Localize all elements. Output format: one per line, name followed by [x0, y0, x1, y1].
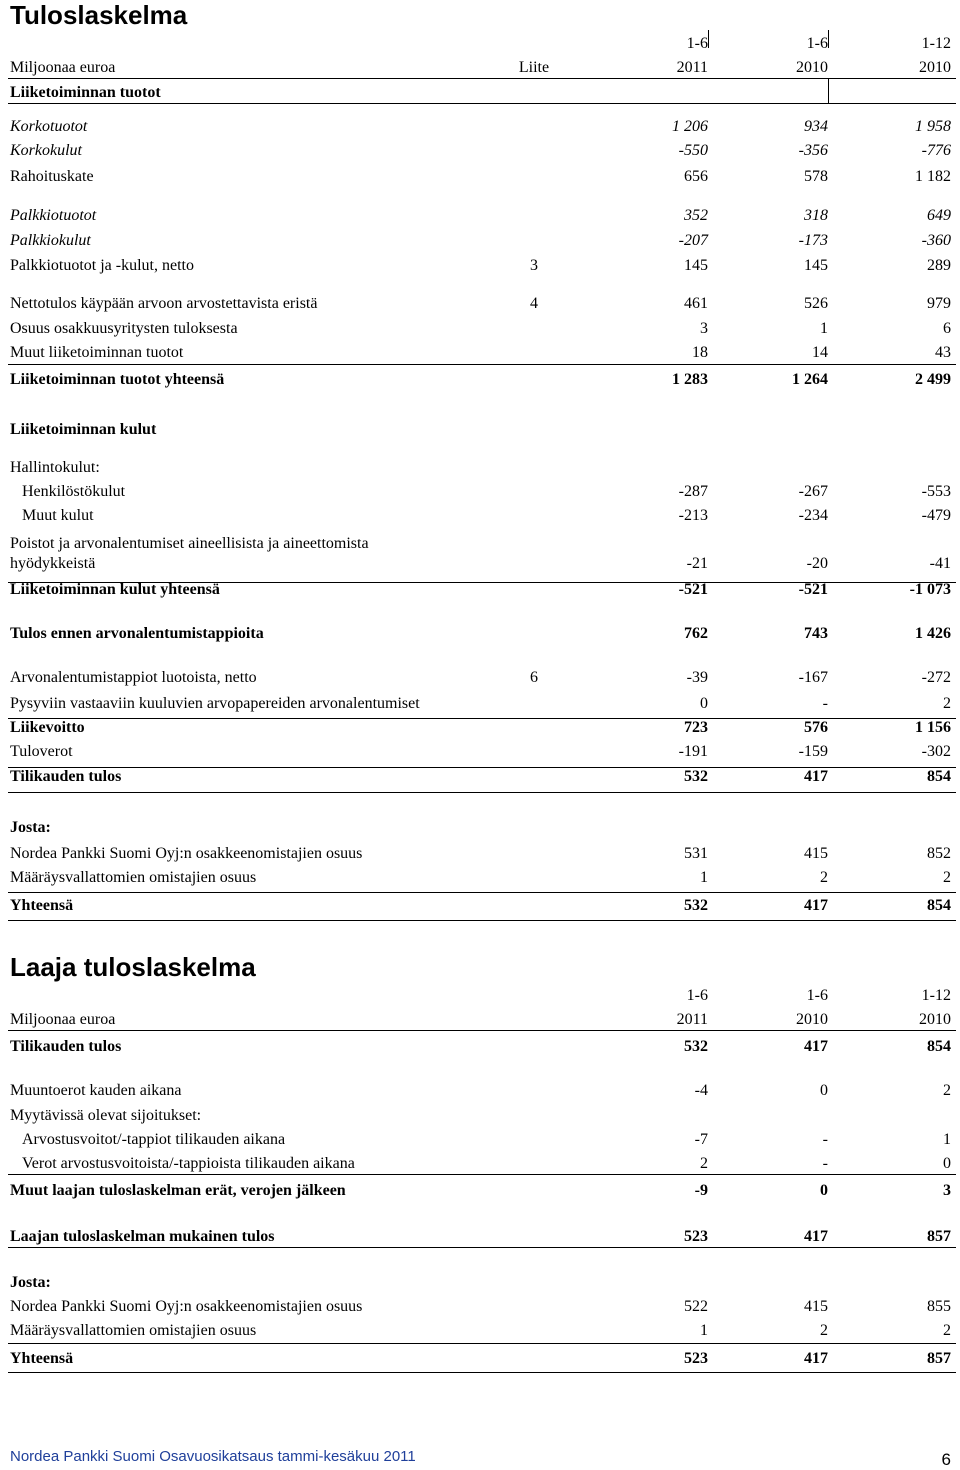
row-label: Liiketoiminnan tuotot yhteensä	[10, 371, 225, 388]
row-value: 415	[804, 845, 828, 862]
table-row	[8, 738, 956, 762]
table-row	[8, 620, 956, 644]
row-value: 1	[943, 1131, 951, 1148]
table-row	[8, 688, 956, 714]
row-value: 2	[700, 1155, 708, 1172]
row-label: Nettotulos käypään arvoon arvostettavista eristä	[10, 295, 318, 312]
row-value: 854	[927, 768, 951, 785]
row-label: Tulos ennen arvonalentumistappioita	[10, 625, 264, 642]
year-col3: 2010	[919, 1011, 951, 1028]
row-value: 0	[700, 695, 708, 712]
row-label: Palkkiokulut	[10, 232, 91, 249]
row-value: 762	[684, 625, 708, 642]
row-value: -	[822, 1131, 828, 1148]
row-value: 934	[804, 118, 828, 135]
row-label: Tilikauden tulos	[10, 768, 122, 785]
row-value: 656	[684, 168, 708, 185]
table-row	[8, 714, 956, 738]
row-value: 523	[684, 1350, 708, 1367]
table-row	[8, 1101, 956, 1126]
row-value: 723	[684, 719, 708, 736]
page-number: 6	[941, 1450, 951, 1469]
row-value: 2	[943, 695, 951, 712]
table-row	[8, 813, 956, 838]
row-label: Liikevoitto	[10, 719, 85, 736]
row-value: 857	[927, 1228, 951, 1245]
row-value: 852	[927, 845, 951, 862]
row-value: -287	[678, 483, 708, 500]
table-row	[8, 664, 956, 688]
row-value: 854	[927, 897, 951, 914]
table-row	[8, 1126, 956, 1150]
row-value: -9	[694, 1182, 708, 1199]
income-statement-table	[8, 30, 956, 916]
table-row	[8, 1269, 956, 1293]
table-row	[8, 412, 956, 440]
row-value: 43	[935, 344, 951, 361]
row-label: Liiketoiminnan kulut	[10, 421, 157, 438]
row-value: 14	[812, 344, 828, 361]
row-value: -191	[678, 743, 708, 760]
table-row	[8, 526, 956, 554]
header-periods-row	[8, 30, 956, 54]
table-row	[8, 554, 956, 574]
row-label: Palkkiotuotot ja -kulut, netto	[10, 257, 194, 274]
row-value: 417	[804, 768, 828, 785]
row-value: 531	[684, 845, 708, 862]
table-row	[8, 478, 956, 502]
row-value: 417	[804, 1038, 828, 1055]
row-value: 0	[943, 1155, 951, 1172]
row-value: -	[822, 1155, 828, 1172]
row-value: 0	[820, 1082, 828, 1099]
row-label: Nordea Pankki Suomi Oyj:n osakkeenomistajien osuus	[10, 845, 363, 862]
row-value: -356	[798, 142, 828, 159]
row-value: 2 499	[915, 371, 951, 388]
row-label: Josta:	[10, 819, 51, 836]
row-value: 979	[927, 295, 951, 312]
row-value: -521	[678, 581, 708, 598]
table-row	[8, 78, 956, 103]
unit-label: Miljoonaa euroa	[10, 59, 116, 76]
row-value: 649	[927, 207, 951, 224]
table-row	[8, 1221, 956, 1247]
row-value: 855	[927, 1298, 951, 1315]
row-value: -479	[921, 507, 951, 524]
row-note: 3	[530, 257, 538, 274]
row-value: -553	[921, 483, 951, 500]
table-row	[8, 1317, 956, 1341]
row-value: 2	[820, 869, 828, 886]
row-label: Poistot ja arvonalentumiset aineellisista ja aineettomista	[10, 535, 369, 552]
row-value: 532	[684, 768, 708, 785]
row-label: Korkokulut	[10, 142, 82, 159]
row-value: 526	[804, 295, 828, 312]
row-label: Muut liiketoiminnan tuotot	[10, 344, 184, 361]
comprehensive-income-title: Laaja tuloslaskelma	[10, 952, 256, 982]
row-value: 318	[804, 207, 828, 224]
period-col1: 1-6	[686, 987, 708, 1004]
table-row	[8, 226, 956, 251]
row-label: Laajan tuloslaskelman mukainen tulos	[10, 1228, 275, 1245]
table-row	[8, 452, 956, 478]
row-label: Myytävissä olevat sijoitukset:	[10, 1107, 202, 1124]
row-label: Rahoituskate	[10, 168, 94, 185]
period-col3: 1-12	[921, 987, 951, 1004]
period-col1: 1-6	[686, 35, 708, 52]
row-value: -159	[798, 743, 828, 760]
header-years-row	[8, 1006, 956, 1030]
row-value: 145	[684, 257, 708, 274]
row-value: -4	[694, 1082, 708, 1099]
row-label: Arvostusvoitot/-tappiot tilikauden aikana	[22, 1131, 286, 1148]
row-value: -	[822, 695, 828, 712]
row-value: -272	[921, 669, 951, 686]
row-value: 1 182	[915, 168, 951, 185]
row-value: -267	[798, 483, 828, 500]
row-value: 743	[804, 625, 828, 642]
row-value: 6	[943, 320, 951, 337]
row-label: Määräysvallattomien omistajien osuus	[10, 1322, 257, 1339]
row-value: -20	[806, 555, 828, 572]
row-value: 532	[684, 1038, 708, 1055]
row-value: 1 283	[672, 371, 708, 388]
row-value: -234	[798, 507, 828, 524]
row-label: Hallintokulut:	[10, 459, 100, 476]
table-row	[8, 201, 956, 226]
period-col2: 1-6	[806, 987, 828, 1004]
table-row	[8, 137, 956, 161]
table-row	[8, 762, 956, 787]
year-col2: 2010	[796, 1011, 828, 1028]
comprehensive-income-table	[8, 982, 956, 1369]
row-value: -302	[921, 743, 951, 760]
row-value: 1 156	[915, 719, 951, 736]
row-value: 2	[820, 1322, 828, 1339]
row-value: -360	[921, 232, 951, 249]
row-value: -776	[921, 142, 951, 159]
year-col3: 2010	[919, 59, 951, 76]
table-row	[8, 1293, 956, 1317]
row-value: -1 073	[909, 581, 951, 598]
table-row	[8, 502, 956, 526]
row-label: Liiketoiminnan kulut yhteensä	[10, 581, 220, 598]
table-row	[8, 161, 956, 187]
note-header: Liite	[518, 59, 550, 76]
table-row	[8, 1077, 956, 1101]
year-col1: 2011	[676, 59, 708, 76]
row-label: Liiketoiminnan tuotot	[10, 84, 161, 101]
row-label: Yhteensä	[10, 897, 74, 914]
row-value: 523	[684, 1228, 708, 1245]
table-row	[8, 363, 956, 390]
row-label: Arvonalentumistappiot luotoista, netto	[10, 669, 257, 686]
row-value: -550	[678, 142, 708, 159]
row-value: 1	[700, 869, 708, 886]
table-row	[8, 113, 956, 137]
row-value: -7	[694, 1131, 708, 1148]
row-label: Tuloverot	[10, 743, 73, 760]
table-row	[8, 1174, 956, 1201]
row-value: -41	[929, 555, 951, 572]
row-value: 854	[927, 1038, 951, 1055]
row-value: 532	[684, 897, 708, 914]
row-value: 1 958	[915, 118, 951, 135]
row-value: 0	[820, 1182, 828, 1199]
row-label: Palkkiotuotot	[10, 207, 97, 224]
row-value: 417	[804, 1228, 828, 1245]
year-col1: 2011	[676, 1011, 708, 1028]
row-value: 576	[804, 719, 828, 736]
row-value: 857	[927, 1350, 951, 1367]
table-row	[8, 1030, 956, 1057]
row-value: -173	[798, 232, 828, 249]
row-label: Osuus osakkuusyritysten tuloksesta	[10, 320, 238, 337]
table-row	[8, 888, 956, 916]
row-label: Muut kulut	[22, 507, 94, 524]
row-label: hyödykkeistä	[10, 555, 96, 572]
row-value: 417	[804, 1350, 828, 1367]
table-row	[8, 838, 956, 864]
row-value: -213	[678, 507, 708, 524]
row-label: Muut laajan tuloslaskelman erät, verojen jälkeen	[10, 1182, 346, 1199]
row-label: Verot arvostusvoitoista/-tappioista tilikauden aikana	[22, 1155, 355, 1172]
footer-text: Nordea Pankki Suomi Osavuosikatsaus tammi-kesäkuu 2011	[10, 1448, 416, 1465]
row-value: -521	[798, 581, 828, 598]
row-label: Korkotuotot	[10, 118, 88, 135]
header-years-row	[8, 54, 956, 78]
table-row	[8, 314, 956, 339]
row-label: Muuntoerot kauden aikana	[10, 1082, 182, 1099]
row-value: 1 264	[792, 371, 828, 388]
row-value: 289	[927, 257, 951, 274]
row-value: 145	[804, 257, 828, 274]
row-label: Yhteensä	[10, 1350, 74, 1367]
row-value: 1	[700, 1322, 708, 1339]
row-value: 352	[684, 207, 708, 224]
row-value: -21	[686, 555, 708, 572]
period-col2: 1-6	[806, 35, 828, 52]
income-statement-title: Tuloslaskelma	[10, 0, 188, 30]
row-label: Pysyviin vastaaviin kuuluvien arvopapereiden arvonalentumiset	[10, 695, 420, 712]
row-label: Henkilöstökulut	[22, 483, 126, 500]
row-value: 2	[943, 1082, 951, 1099]
row-note: 4	[530, 295, 538, 312]
page-footer	[10, 1448, 955, 1469]
row-label: Tilikauden tulos	[10, 1038, 122, 1055]
row-value: 461	[684, 295, 708, 312]
year-col2: 2010	[796, 59, 828, 76]
row-value: -39	[686, 669, 708, 686]
row-value: 1 426	[915, 625, 951, 642]
row-value: 1	[820, 320, 828, 337]
unit-label: Miljoonaa euroa	[10, 1011, 116, 1028]
table-row	[8, 339, 956, 363]
header-periods-row	[8, 982, 956, 1006]
row-label: Josta:	[10, 1274, 51, 1291]
row-note: 6	[530, 669, 538, 686]
row-value: 522	[684, 1298, 708, 1315]
row-value: 417	[804, 897, 828, 914]
row-value: 2	[943, 869, 951, 886]
row-value: 3	[700, 320, 708, 337]
row-value: 578	[804, 168, 828, 185]
table-row	[8, 1341, 956, 1369]
table-row	[8, 864, 956, 888]
row-label: Nordea Pankki Suomi Oyj:n osakkeenomistajien osuus	[10, 1298, 363, 1315]
row-value: 1 206	[672, 118, 708, 135]
row-value: -207	[678, 232, 708, 249]
table-row	[8, 251, 956, 276]
row-label: Määräysvallattomien omistajien osuus	[10, 869, 257, 886]
row-value: 415	[804, 1298, 828, 1315]
row-value: 18	[692, 344, 708, 361]
period-col3: 1-12	[921, 35, 951, 52]
table-row	[8, 1150, 956, 1174]
row-value: 3	[943, 1182, 951, 1199]
table-row	[8, 289, 956, 314]
table-row	[8, 574, 956, 600]
row-value: 2	[943, 1322, 951, 1339]
row-value: -167	[798, 669, 828, 686]
